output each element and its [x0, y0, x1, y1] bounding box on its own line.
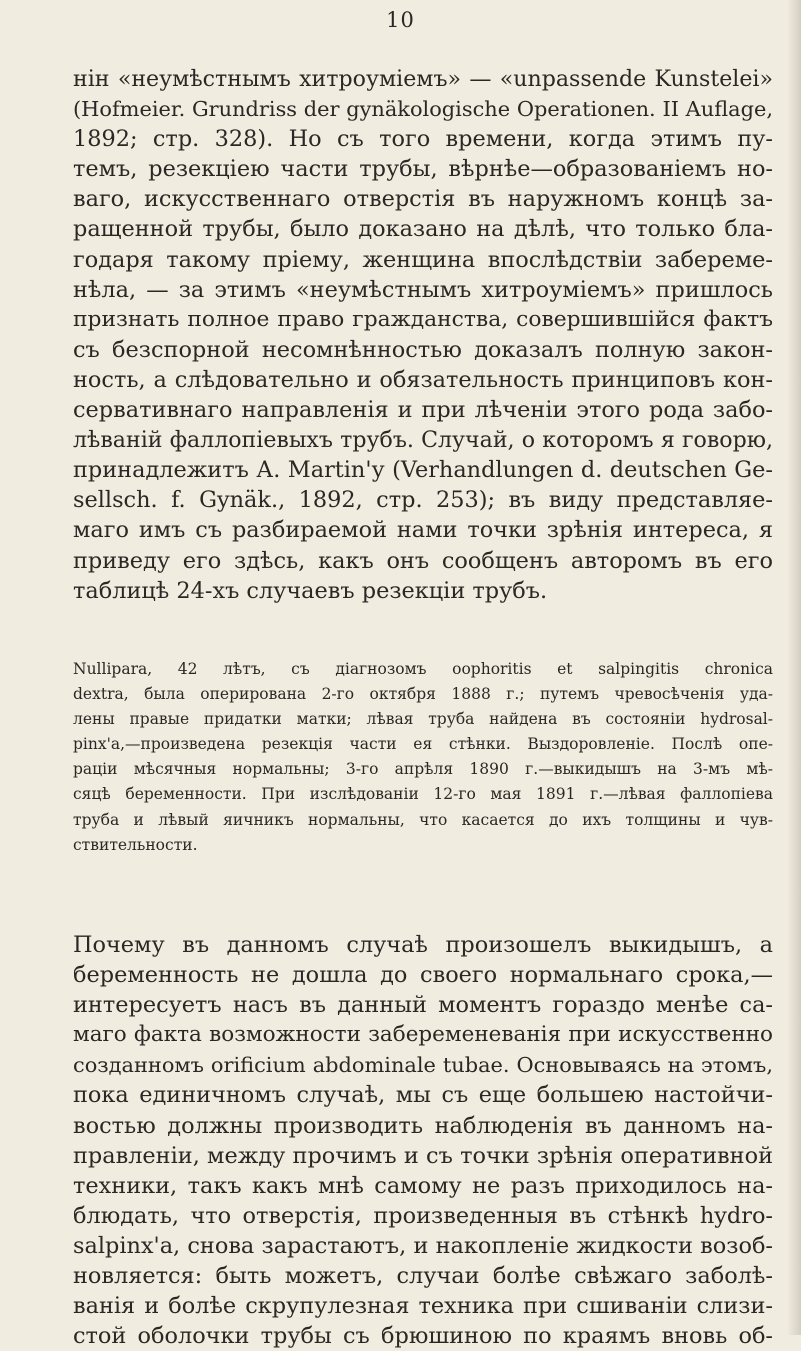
paragraph-1	[73, 64, 773, 606]
text-line: Почему въ данномъ случаѣ произошелъ выкидышъ, а	[73, 932, 773, 958]
text-line: нѣла, — за этимъ «неумѣстнымъ хитроуміемъ» пришлось	[73, 276, 773, 303]
text-line: 1892; стр. 328). Но съ того времени, когда этимъ пу-	[73, 126, 773, 153]
text-line: salpinx'a, снова зарастаютъ, и накопленіе жидкости возоб-	[73, 1232, 773, 1259]
page-number: 10	[386, 8, 415, 32]
text-line: темъ, резекціею части трубы, вѣрнѣе—образованіемъ но-	[73, 156, 773, 183]
text-line: принадлежитъ А. Martin'у (Verhandlungen d. deutschen Ge-	[73, 457, 773, 484]
text-line: Nullipara, 42 лѣтъ, съ діагнозомъ oophoritis et salpingitis chronica	[73, 660, 773, 678]
text-line: ствительности.	[73, 835, 198, 854]
text-line: техники, такъ какъ мнѣ самому не разъ приходилось на-	[73, 1172, 773, 1199]
text-line: сервативнаго направленія и при лѣченіи этого рода забо-	[73, 397, 773, 424]
page-edge-shadow	[787, 0, 801, 1335]
text-line: ванія и болѣе скрупулезная техника при сшиваніи слизи-	[73, 1293, 773, 1320]
case-report	[73, 657, 773, 858]
text-line: sellsch. f. Gynäk., 1892, стр. 253); въ виду представляе-	[73, 487, 773, 514]
text-line: интересуетъ насъ въ данный моментъ гораздо менѣе са-	[73, 992, 773, 1019]
text-line: беременность не дошла до своего нормальнаго срока,—	[73, 962, 773, 989]
text-line: маго имъ съ разбираемой нами точки зрѣнія интереса, я	[73, 517, 773, 544]
text-line: годаря такому пріему, женщина впослѣдствіи забереме-	[73, 246, 773, 273]
text-line: блюдать, что отверстія, произведенныя въ стѣнкѣ hydro-	[73, 1202, 773, 1229]
text-line: лены правые придатки матки; лѣвая труба найдена въ состояніи hydrosal-	[73, 710, 773, 729]
text-line: труба и лѣвый яичникъ нормальны, что касается до ихъ толщины и чув-	[73, 810, 773, 829]
text-line: pinx'a,—произведена резекція части ея стѣнки. Выздоровленіе. Послѣ опе-	[73, 735, 773, 754]
text-line: раціи мѣсячныя нормальны; 3-го апрѣля 1890 г.—выкидышъ на 3-мъ мѣ-	[73, 760, 773, 779]
text-line: правленіи, между прочимъ и съ точки зрѣнія оперативной	[73, 1142, 773, 1169]
text-line: пока единичномъ случаѣ, мы съ еще большею настойчи-	[73, 1082, 773, 1109]
text-line: созданномъ orificium abdominale tubae. Основываясь на этомъ,	[73, 1053, 773, 1078]
text-line: приведу его здѣсь, какъ онъ сообщенъ авторомъ въ его	[73, 547, 773, 574]
text-line: маго факта возможности забеременеванія при искусственно	[73, 1022, 773, 1048]
text-line: стой оболочки трубы съ брюшиною по краямъ вновь об-	[73, 1323, 773, 1350]
text-line: dextra, была оперирована 2-го октября 1888 г.; путемъ чревосѣченія уда-	[73, 685, 773, 704]
paragraph-2	[73, 930, 773, 1351]
text-line: лѣваній фаллопіевыхъ трубъ. Случай, о которомъ я говорю,	[73, 427, 773, 454]
text-line: ращенной трубы, было доказано на дѣлѣ, что только бла-	[73, 216, 773, 243]
text-line: (Hofmeier. Grundriss der gynäkologische Operationen. II Auflage,	[73, 97, 773, 122]
text-line: сяцѣ беременности. При изслѣдованіи 12-го мая 1891 г.—лѣвая фаллопіева	[73, 785, 773, 804]
text-line: признать полное право гражданства, совершившійся фактъ	[73, 306, 773, 332]
text-line: ность, а слѣдовательно и обязательность принциповъ кон-	[73, 366, 773, 393]
text-line: ваго, искусственнаго отверстія въ наружномъ концѣ за-	[73, 186, 773, 213]
text-line: нін «неумѣстнымъ хитроуміемъ» — «unpassende Kunstelei»	[73, 66, 773, 92]
text-line: съ безспорной несомнѣнностью доказалъ полную закон-	[73, 336, 773, 363]
text-line: востью должны производить наблюденія въ данномъ на-	[73, 1112, 773, 1139]
text-line: новляется: быть можетъ, случаи болѣе свѣжаго заболѣ-	[73, 1263, 773, 1290]
text-line: таблицѣ 24-хъ случаевъ резекціи трубъ.	[73, 577, 548, 604]
